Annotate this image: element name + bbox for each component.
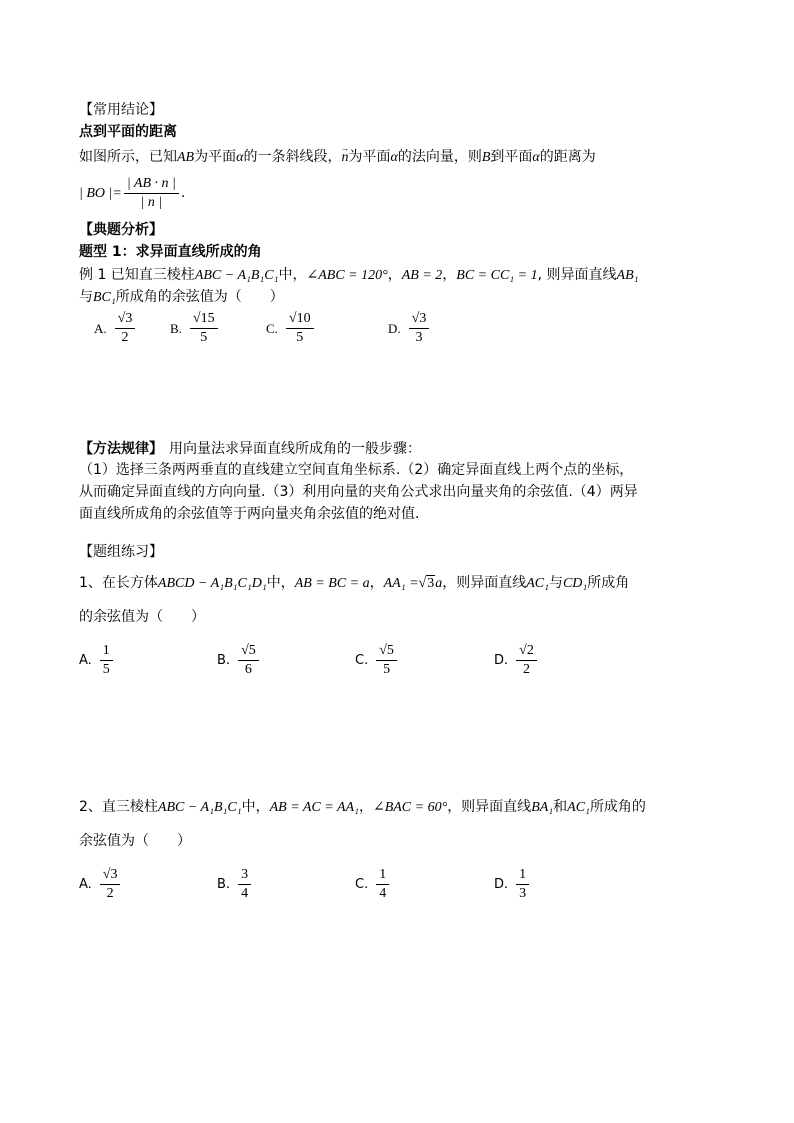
formula-end: . bbox=[180, 184, 186, 201]
fraction-numerator: 3 bbox=[238, 866, 251, 885]
option-a bbox=[79, 642, 115, 679]
formula-lhs: | BO |= bbox=[79, 185, 122, 201]
option-fraction bbox=[516, 642, 537, 679]
text-fragment: ， bbox=[442, 267, 457, 283]
text-fragment: 中， bbox=[241, 799, 270, 815]
text-fragment: 为平面 bbox=[194, 149, 237, 165]
q1-line1 bbox=[79, 573, 719, 594]
option-fraction bbox=[100, 866, 121, 903]
option-label: B. bbox=[217, 653, 231, 668]
option-label: D. bbox=[494, 653, 509, 668]
option-c bbox=[355, 642, 399, 679]
text-fragment: 1、在长方体 bbox=[79, 575, 158, 591]
option-b bbox=[217, 642, 261, 679]
option-label: D. bbox=[388, 320, 401, 336]
math-var: α bbox=[236, 150, 244, 165]
math-var: B bbox=[481, 150, 491, 165]
text-fragment: 的一条斜线段， bbox=[243, 149, 342, 165]
topic-title: 题型 1：求异面直线所成的角 bbox=[79, 244, 262, 260]
option-a bbox=[94, 310, 137, 347]
fraction-numerator: 1 bbox=[516, 866, 529, 885]
text-fragment: 与 bbox=[548, 575, 563, 591]
fraction-numerator: √3 bbox=[409, 310, 430, 329]
option-label: A. bbox=[79, 877, 92, 892]
math-expr: ∠ABC = 120° bbox=[306, 268, 388, 283]
method-title-line bbox=[79, 439, 719, 460]
math-expr: BA₁ bbox=[531, 800, 554, 815]
text-fragment: 到平面 bbox=[490, 149, 533, 165]
analysis-heading: 【典题分析】 bbox=[79, 222, 163, 238]
fraction-numerator: √10 bbox=[286, 310, 314, 329]
text-fragment: 2、直三棱柱 bbox=[79, 799, 158, 815]
practice-heading: 【题组练习】 bbox=[79, 544, 163, 560]
q1-line2: 的余弦值为（ ） bbox=[79, 609, 205, 625]
text-fragment: 中， bbox=[278, 267, 307, 283]
method-line3: 面直线所成角的余弦值等于两向量夹角余弦值的绝对值. bbox=[79, 506, 420, 522]
fraction-numerator: 1 bbox=[376, 866, 389, 885]
math-expr: AA₁ = bbox=[383, 576, 419, 591]
formula-denominator: | n | bbox=[140, 194, 163, 210]
text-fragment: , 则异面直线 bbox=[537, 267, 617, 283]
math-var: α bbox=[532, 150, 540, 165]
distance-formula bbox=[79, 172, 719, 214]
fraction-denominator: 3 bbox=[519, 886, 527, 901]
option-fraction bbox=[409, 310, 430, 347]
text-fragment: 如图所示，已知 bbox=[79, 149, 177, 165]
text-fragment: 所成角的 bbox=[589, 799, 646, 815]
formula-numerator: | AB · n | bbox=[124, 175, 179, 194]
math-expr: CD₁ bbox=[562, 576, 588, 591]
math-expr: AB = 2 bbox=[401, 268, 443, 283]
option-fraction bbox=[376, 642, 397, 679]
math-var: α bbox=[390, 150, 398, 165]
option-fraction bbox=[238, 866, 251, 903]
fraction-numerator: √15 bbox=[190, 310, 218, 329]
math-expr: ABC − A₁B₁C₁ bbox=[194, 268, 279, 283]
option-d bbox=[388, 310, 431, 347]
text-fragment: 的法向量，则 bbox=[397, 149, 482, 165]
option-d bbox=[494, 642, 539, 679]
text-fragment: ， bbox=[358, 799, 373, 815]
option-label: B. bbox=[217, 877, 231, 892]
fraction-denominator: 2 bbox=[106, 886, 114, 901]
math-expr: AB = AC = AA₁ bbox=[269, 800, 359, 815]
fraction-denominator: 2 bbox=[121, 330, 129, 345]
math-var: AB bbox=[177, 150, 195, 165]
q2-line1 bbox=[79, 797, 719, 818]
math-expr: BC = CC₁ = 1 bbox=[456, 268, 538, 283]
math-expr: ABC − A₁B₁C₁ bbox=[157, 800, 242, 815]
text-fragment: 的距离为 bbox=[539, 149, 596, 165]
option-b bbox=[217, 866, 253, 903]
q1-options bbox=[0, 642, 794, 692]
option-fraction bbox=[238, 642, 259, 679]
fraction-numerator: 1 bbox=[100, 642, 113, 661]
text-fragment: 与 bbox=[79, 289, 93, 305]
math-vector: → n bbox=[341, 147, 348, 168]
method-line1: （1）选择三条两两垂直的直线建立空间直角坐标系.（2）确定异面直线上两个点的坐标， bbox=[79, 462, 634, 478]
math-var: a bbox=[435, 576, 443, 591]
option-fraction bbox=[190, 310, 218, 347]
text-fragment: 所成角 bbox=[587, 575, 630, 591]
fraction-denominator: 6 bbox=[244, 662, 252, 677]
distance-statement bbox=[79, 147, 719, 168]
fraction-numerator: √3 bbox=[100, 866, 121, 885]
example1-line2 bbox=[79, 287, 719, 308]
option-label: B. bbox=[170, 320, 182, 336]
text-fragment: 所成角的余弦值为（ ） bbox=[115, 289, 284, 305]
fraction-numerator: √5 bbox=[238, 642, 259, 661]
text-fragment: ，则异面直线 bbox=[447, 799, 532, 815]
sqrt-radicand: 3 bbox=[427, 576, 435, 591]
text-fragment: 中， bbox=[266, 575, 295, 591]
fraction-denominator: 4 bbox=[379, 886, 387, 901]
fraction-denominator: 2 bbox=[523, 662, 530, 677]
option-c bbox=[266, 310, 316, 347]
math-expr: ABCD − A₁B₁C₁D₁ bbox=[157, 576, 267, 591]
fraction-denominator: 4 bbox=[241, 886, 249, 901]
option-fraction bbox=[376, 866, 389, 903]
option-label: A. bbox=[94, 320, 107, 336]
option-fraction bbox=[100, 642, 113, 679]
common-heading: 【常用结论】 bbox=[79, 102, 163, 118]
math-expr: AC₁ bbox=[526, 576, 549, 591]
option-fraction bbox=[115, 310, 136, 347]
q2-options bbox=[0, 866, 794, 916]
math-expr: AB = BC = a bbox=[294, 576, 370, 591]
example1-options bbox=[0, 310, 794, 360]
math-expr: AB₁ bbox=[616, 268, 639, 283]
option-label: D. bbox=[494, 877, 509, 892]
option-fraction bbox=[286, 310, 314, 347]
sqrt-symbol: √3 bbox=[418, 576, 435, 591]
distance-subheading: 点到平面的距离 bbox=[79, 124, 177, 140]
option-label: A. bbox=[79, 653, 92, 668]
text-fragment: ， bbox=[387, 267, 402, 283]
method-heading: 【方法规律】 bbox=[79, 441, 163, 457]
fraction-denominator: 5 bbox=[200, 330, 208, 345]
fraction-denominator: 5 bbox=[296, 330, 304, 345]
text-fragment: 和 bbox=[553, 799, 568, 815]
math-expr: BC₁ bbox=[93, 290, 116, 305]
fraction-numerator: √3 bbox=[115, 310, 136, 329]
fraction-numerator: √5 bbox=[376, 642, 397, 661]
option-fraction bbox=[516, 866, 529, 903]
q2-line2: 余弦值为（ ） bbox=[79, 833, 191, 849]
option-b bbox=[170, 310, 220, 347]
text-fragment: ， bbox=[369, 575, 384, 591]
formula-fraction bbox=[124, 175, 179, 212]
method-title: 用向量法求异面直线所成角的一般步骤： bbox=[169, 441, 421, 457]
option-label: C. bbox=[266, 320, 278, 336]
option-d bbox=[494, 866, 531, 903]
method-line2: 从而确定异面直线的方向向量.（3）利用向量的夹角公式求出向量夹角的余弦值.（4）两异 bbox=[79, 484, 638, 500]
text-fragment: 例 1 已知直三棱柱 bbox=[79, 267, 195, 283]
text-fragment: ，则异面直线 bbox=[442, 575, 527, 591]
fraction-denominator: 3 bbox=[415, 330, 423, 345]
option-a bbox=[79, 866, 122, 903]
math-expr: ∠BAC = 60° bbox=[372, 800, 448, 815]
math-expr: AC₁ bbox=[567, 800, 590, 815]
fraction-denominator: 5 bbox=[102, 662, 110, 677]
option-label: C. bbox=[355, 653, 369, 668]
option-c bbox=[355, 866, 391, 903]
fraction-denominator: 5 bbox=[383, 662, 391, 677]
fraction-numerator: √2 bbox=[516, 642, 537, 661]
example1-line1 bbox=[79, 265, 719, 286]
text-fragment: 为平面 bbox=[348, 149, 391, 165]
option-label: C. bbox=[355, 877, 369, 892]
